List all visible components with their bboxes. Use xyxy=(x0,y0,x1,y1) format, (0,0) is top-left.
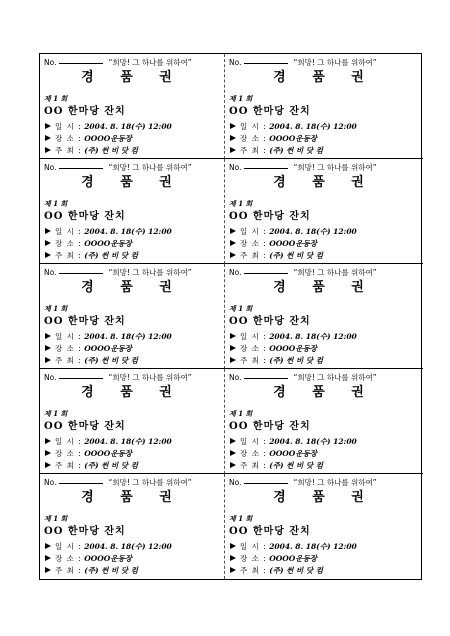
host-label: 주 최 : xyxy=(55,251,82,260)
place-label: 장 소 : xyxy=(55,344,82,353)
ticket-event-name: OO 한마당 잔치 xyxy=(44,526,126,537)
date-label: 일 시 : xyxy=(240,542,267,551)
host-label: 주 최 : xyxy=(240,146,267,155)
ticket-title: 경 품 권 xyxy=(273,70,375,85)
host-label: 주 최 : xyxy=(240,356,267,365)
triangle-bullet-icon xyxy=(45,357,51,363)
ticket-date-row xyxy=(230,122,357,132)
ticket-date-row xyxy=(230,227,357,237)
ticket-place-row xyxy=(45,554,132,564)
host-value: (주) 썬 비 닷 컴 xyxy=(269,356,323,365)
triangle-bullet-icon xyxy=(45,252,51,258)
ticket-title: 경 품 권 xyxy=(81,280,183,295)
triangle-bullet-icon xyxy=(230,135,236,141)
ticket-header xyxy=(229,268,420,278)
triangle-bullet-icon xyxy=(230,450,236,456)
host-value: (주) 썬 비 닷 컴 xyxy=(84,251,138,260)
ticket-round: 제 1 회 xyxy=(229,304,253,313)
triangle-bullet-icon xyxy=(230,252,236,258)
ticket-place-row xyxy=(45,239,132,249)
ticket-header xyxy=(229,163,420,173)
place-label: 장 소 : xyxy=(55,554,82,563)
date-value: 2004. 8. 18(수) 12:00 xyxy=(84,227,172,236)
ticket-place-row xyxy=(230,449,317,459)
ticket-number-label: No. xyxy=(229,268,242,277)
host-value: (주) 썬 비 닷 컴 xyxy=(269,251,323,260)
ticket-header xyxy=(229,478,420,488)
ticket xyxy=(40,474,225,579)
ticket-slogan: “희망! 그 하나를 위하여” xyxy=(293,478,377,487)
ticket-title: 경 품 권 xyxy=(81,490,183,505)
ticket-number-blank xyxy=(244,62,288,64)
ticket-slogan: “희망! 그 하나를 위하여” xyxy=(293,373,377,382)
ticket-number-blank xyxy=(59,167,103,169)
ticket-number-blank xyxy=(59,62,103,64)
ticket-number-label: No. xyxy=(44,268,57,277)
host-value: (주) 썬 비 닷 컴 xyxy=(84,356,138,365)
ticket-number-label: No. xyxy=(229,163,242,172)
date-value: 2004. 8. 18(수) 12:00 xyxy=(84,437,172,446)
ticket xyxy=(225,264,423,369)
ticket-number-label: No. xyxy=(44,478,57,487)
host-label: 주 최 : xyxy=(240,251,267,260)
ticket xyxy=(40,369,225,474)
ticket-round: 제 1 회 xyxy=(229,409,253,418)
ticket-round: 제 1 회 xyxy=(44,199,68,208)
ticket-header xyxy=(229,373,420,383)
ticket-title: 경 품 권 xyxy=(81,385,183,400)
host-value: (주) 썬 비 닷 컴 xyxy=(84,146,138,155)
place-label: 장 소 : xyxy=(55,449,82,458)
ticket-host-row xyxy=(45,146,138,156)
ticket-date-row xyxy=(45,437,172,447)
ticket-number-blank xyxy=(244,272,288,274)
ticket-round: 제 1 회 xyxy=(44,304,68,313)
date-value: 2004. 8. 18(수) 12:00 xyxy=(269,332,357,341)
ticket-date-row xyxy=(45,227,172,237)
place-label: 장 소 : xyxy=(55,134,82,143)
ticket-event-name: OO 한마당 잔치 xyxy=(44,316,126,327)
ticket-host-row xyxy=(230,566,323,576)
ticket xyxy=(40,264,225,369)
ticket-sheet xyxy=(39,53,422,580)
ticket-host-row xyxy=(45,461,138,471)
place-value: OOOO운동장 xyxy=(84,449,133,458)
place-value: OOOO운동장 xyxy=(84,554,133,563)
ticket-round: 제 1 회 xyxy=(229,514,253,523)
ticket-host-row xyxy=(230,356,323,366)
triangle-bullet-icon xyxy=(45,555,51,561)
ticket xyxy=(225,159,423,264)
ticket-header xyxy=(44,268,221,278)
date-value: 2004. 8. 18(수) 12:00 xyxy=(84,332,172,341)
ticket-date-row xyxy=(45,122,172,132)
ticket-host-row xyxy=(230,146,323,156)
place-label: 장 소 : xyxy=(55,239,82,248)
ticket-slogan: “희망! 그 하나를 위하여” xyxy=(108,58,192,67)
ticket-number-blank xyxy=(244,167,288,169)
ticket-event-name: OO 한마당 잔치 xyxy=(229,211,311,222)
ticket xyxy=(225,54,423,159)
ticket xyxy=(40,159,225,264)
date-value: 2004. 8. 18(수) 12:00 xyxy=(84,542,172,551)
place-value: OOOO운동장 xyxy=(269,134,318,143)
date-label: 일 시 : xyxy=(240,227,267,236)
triangle-bullet-icon xyxy=(230,357,236,363)
triangle-bullet-icon xyxy=(45,135,51,141)
host-value: (주) 썬 비 닷 컴 xyxy=(269,461,323,470)
date-value: 2004. 8. 18(수) 12:00 xyxy=(269,542,357,551)
ticket-number-label: No. xyxy=(229,478,242,487)
ticket-date-row xyxy=(230,542,357,552)
host-label: 주 최 : xyxy=(55,146,82,155)
place-value: OOOO운동장 xyxy=(84,344,133,353)
ticket-slogan: “희망! 그 하나를 위하여” xyxy=(293,163,377,172)
host-label: 주 최 : xyxy=(240,566,267,575)
date-value: 2004. 8. 18(수) 12:00 xyxy=(269,122,357,131)
host-value: (주) 썬 비 닷 컴 xyxy=(84,461,138,470)
triangle-bullet-icon xyxy=(45,345,51,351)
ticket-header xyxy=(44,478,221,488)
triangle-bullet-icon xyxy=(230,240,236,246)
triangle-bullet-icon xyxy=(45,228,51,234)
host-value: (주) 썬 비 닷 컴 xyxy=(269,566,323,575)
ticket-round: 제 1 회 xyxy=(44,409,68,418)
ticket-host-row xyxy=(230,461,323,471)
ticket-place-row xyxy=(45,344,132,354)
ticket-slogan: “희망! 그 하나를 위하여” xyxy=(108,373,192,382)
ticket-event-name: OO 한마당 잔치 xyxy=(44,421,126,432)
triangle-bullet-icon xyxy=(230,567,236,573)
place-value: OOOO운동장 xyxy=(84,134,133,143)
ticket-place-row xyxy=(45,134,132,144)
ticket-round: 제 1 회 xyxy=(229,94,253,103)
ticket xyxy=(40,54,225,159)
ticket-event-name: OO 한마당 잔치 xyxy=(229,526,311,537)
ticket-slogan: “희망! 그 하나를 위하여” xyxy=(108,268,192,277)
date-label: 일 시 : xyxy=(240,332,267,341)
date-value: 2004. 8. 18(수) 12:00 xyxy=(269,437,357,446)
date-label: 일 시 : xyxy=(240,122,267,131)
date-value: 2004. 8. 18(수) 12:00 xyxy=(269,227,357,236)
ticket-place-row xyxy=(230,239,317,249)
ticket-slogan: “희망! 그 하나를 위하여” xyxy=(108,478,192,487)
ticket-header xyxy=(44,163,221,173)
ticket-host-row xyxy=(45,566,138,576)
date-label: 일 시 : xyxy=(55,332,82,341)
ticket-event-name: OO 한마당 잔치 xyxy=(229,316,311,327)
ticket-number-blank xyxy=(244,482,288,484)
host-label: 주 최 : xyxy=(55,356,82,365)
ticket-header xyxy=(44,58,221,68)
ticket-title: 경 품 권 xyxy=(273,175,375,190)
date-label: 일 시 : xyxy=(55,542,82,551)
host-value: (주) 썬 비 닷 컴 xyxy=(84,566,138,575)
triangle-bullet-icon xyxy=(230,543,236,549)
triangle-bullet-icon xyxy=(230,123,236,129)
date-value: 2004. 8. 18(수) 12:00 xyxy=(84,122,172,131)
ticket-number-blank xyxy=(59,272,103,274)
triangle-bullet-icon xyxy=(230,555,236,561)
triangle-bullet-icon xyxy=(230,228,236,234)
ticket-number-label: No. xyxy=(229,58,242,67)
ticket-header xyxy=(44,373,221,383)
triangle-bullet-icon xyxy=(45,450,51,456)
ticket xyxy=(225,474,423,579)
ticket-place-row xyxy=(230,344,317,354)
ticket-number-blank xyxy=(59,377,103,379)
triangle-bullet-icon xyxy=(230,462,236,468)
triangle-bullet-icon xyxy=(45,123,51,129)
triangle-bullet-icon xyxy=(45,147,51,153)
place-label: 장 소 : xyxy=(240,239,267,248)
place-value: OOOO운동장 xyxy=(269,554,318,563)
place-value: OOOO운동장 xyxy=(269,449,318,458)
place-value: OOOO운동장 xyxy=(269,344,318,353)
ticket-date-row xyxy=(230,332,357,342)
ticket-number-blank xyxy=(244,377,288,379)
place-label: 장 소 : xyxy=(240,554,267,563)
ticket-host-row xyxy=(230,251,323,261)
ticket-date-row xyxy=(45,542,172,552)
host-label: 주 최 : xyxy=(55,461,82,470)
ticket-host-row xyxy=(45,251,138,261)
triangle-bullet-icon xyxy=(45,567,51,573)
triangle-bullet-icon xyxy=(45,333,51,339)
ticket-title: 경 품 권 xyxy=(273,385,375,400)
ticket-place-row xyxy=(230,554,317,564)
host-label: 주 최 : xyxy=(240,461,267,470)
ticket-date-row xyxy=(45,332,172,342)
ticket-event-name: OO 한마당 잔치 xyxy=(44,211,126,222)
triangle-bullet-icon xyxy=(230,147,236,153)
ticket-place-row xyxy=(230,134,317,144)
date-label: 일 시 : xyxy=(240,437,267,446)
place-value: OOOO운동장 xyxy=(84,239,133,248)
place-value: OOOO운동장 xyxy=(269,239,318,248)
ticket-number-label: No. xyxy=(44,373,57,382)
ticket-slogan: “희망! 그 하나를 위하여” xyxy=(293,58,377,67)
ticket-round: 제 1 회 xyxy=(44,514,68,523)
date-label: 일 시 : xyxy=(55,437,82,446)
triangle-bullet-icon xyxy=(45,462,51,468)
triangle-bullet-icon xyxy=(230,438,236,444)
ticket-number-label: No. xyxy=(44,58,57,67)
ticket-date-row xyxy=(230,437,357,447)
place-label: 장 소 : xyxy=(240,134,267,143)
place-label: 장 소 : xyxy=(240,449,267,458)
ticket-host-row xyxy=(45,356,138,366)
ticket-event-name: OO 한마당 잔치 xyxy=(229,106,311,117)
ticket-number-blank xyxy=(59,482,103,484)
ticket-title: 경 품 권 xyxy=(273,280,375,295)
date-label: 일 시 : xyxy=(55,122,82,131)
date-label: 일 시 : xyxy=(55,227,82,236)
triangle-bullet-icon xyxy=(45,438,51,444)
ticket-header xyxy=(229,58,420,68)
ticket-event-name: OO 한마당 잔치 xyxy=(229,421,311,432)
ticket-number-label: No. xyxy=(44,163,57,172)
ticket-event-name: OO 한마당 잔치 xyxy=(44,106,126,117)
ticket xyxy=(225,369,423,474)
ticket-round: 제 1 회 xyxy=(44,94,68,103)
place-label: 장 소 : xyxy=(240,344,267,353)
ticket-place-row xyxy=(45,449,132,459)
host-label: 주 최 : xyxy=(55,566,82,575)
ticket-round: 제 1 회 xyxy=(229,199,253,208)
triangle-bullet-icon xyxy=(230,333,236,339)
triangle-bullet-icon xyxy=(45,543,51,549)
ticket-slogan: “희망! 그 하나를 위하여” xyxy=(293,268,377,277)
host-value: (주) 썬 비 닷 컴 xyxy=(269,146,323,155)
ticket-title: 경 품 권 xyxy=(81,175,183,190)
ticket-slogan: “희망! 그 하나를 위하여” xyxy=(108,163,192,172)
triangle-bullet-icon xyxy=(230,345,236,351)
ticket-title: 경 품 권 xyxy=(273,490,375,505)
ticket-title: 경 품 권 xyxy=(81,70,183,85)
ticket-number-label: No. xyxy=(229,373,242,382)
triangle-bullet-icon xyxy=(45,240,51,246)
